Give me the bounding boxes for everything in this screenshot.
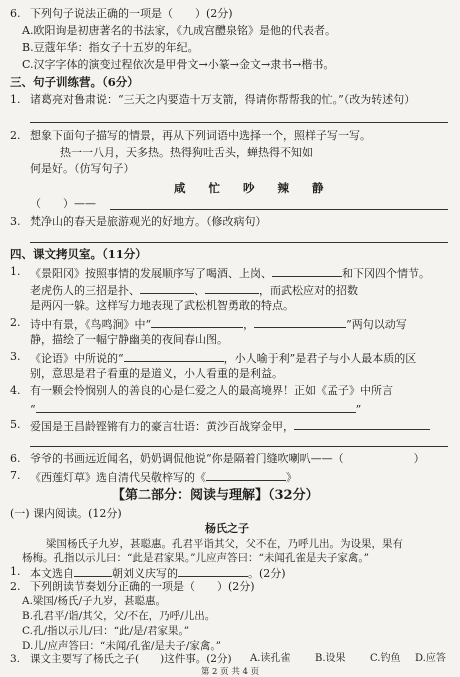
s4-q5-text: 爱国是王昌龄铿锵有力的豪言壮语：黄沙百战穿金甲，	[30, 420, 294, 433]
p2-q1-number: 1.	[10, 565, 21, 578]
s3-q2-text: 想象下面句子描写的情景，再从下列词语中选择一个，照样子写一写。	[30, 129, 371, 142]
blank-field[interactable]	[140, 282, 194, 294]
answer-line[interactable]	[30, 446, 448, 447]
s4-q7-text: 《西莲灯草》选自清代吴敬梓写的《	[30, 471, 206, 484]
book-mark-close: 》	[286, 471, 297, 484]
p2-q2-option-c: C.孔/指以示儿/曰：“此/是/君家果。”	[22, 625, 190, 637]
blank-field[interactable]	[36, 401, 356, 413]
word-choice: 静	[312, 181, 325, 195]
s4-q4-line2	[30, 401, 361, 417]
passage-line1: 梁国杨氏子九岁，甚聪惠。孔君平诣其父，父不在，乃呼儿出。为设果，果有	[46, 538, 403, 550]
s4-q6-text: 爷爷的书画远近闻名，奶奶调侃他说“你是隔着门缝吹喇叭——（	[30, 452, 344, 465]
part-2-title: 【第二部分：阅读与理解】（32分）	[112, 488, 319, 503]
p2-q1-text-mid: 朝刘义庆写的	[112, 567, 178, 580]
p2-q1-line	[30, 565, 286, 581]
s4-q2-line1	[30, 316, 407, 332]
q6-option-c: C.汉字字体的演变过程依次是甲骨文→小篆→金文→隶书→楷书。	[22, 58, 335, 71]
p2-q3-option: A.读孔雀	[250, 653, 291, 664]
section-3-title: 三、句子训练营。（6分）	[10, 75, 139, 89]
s4-q5-number: 5.	[10, 418, 21, 431]
answer-line[interactable]	[30, 122, 448, 123]
word-choices	[174, 180, 347, 196]
s4-q6-number: 6.	[10, 452, 21, 465]
word-choice: 辣	[277, 181, 290, 195]
p2-q3-option: D.应答	[415, 653, 446, 664]
s4-q4-number: 4.	[10, 384, 21, 397]
blank-field[interactable]	[206, 469, 286, 481]
s4-q2-number: 2.	[10, 316, 21, 329]
p2-q2-stem: 下列朗读节奏划分正确的一项是（ ）(2分)	[30, 580, 255, 593]
p2-q2-option-d: D.儿/应声答曰：“未闻/孔雀/是夫子/家禽。”	[22, 640, 222, 652]
q6-stem: 下列句子说法正确的一项是（ ）(2分)	[30, 7, 233, 20]
p2-q3-option: C.钓鱼	[370, 653, 401, 664]
p2-q3-text: 课文主要写了杨氏之子( )这件事。(2分)	[30, 653, 232, 665]
s4-q1-text: 老虎伤人的三招是扑、	[30, 284, 140, 297]
s4-q7-number: 7.	[10, 469, 21, 482]
p2-q1-text-tail: 。(2分)	[248, 567, 286, 580]
s4-q1-number: 1.	[10, 265, 21, 278]
s4-q1-line2	[30, 282, 358, 298]
s4-q1-text-tail: 和下冈四个情节。	[342, 267, 430, 280]
answer-line[interactable]	[110, 209, 448, 210]
s4-q2-line2: 静，描绘了一幅宁静幽美的夜间春山图。	[30, 333, 228, 346]
s4-q5-line1	[30, 418, 430, 434]
section-4-title: 四、课文拷贝室。（11分）	[10, 247, 147, 261]
word-choice: 咸	[174, 181, 187, 195]
blank-field[interactable]	[272, 265, 342, 277]
p2-q1-text: 本文选自	[30, 567, 74, 580]
s4-q1-line3: 是两闪一躲。这样写力地表现了武松机智勇敢的特点。	[30, 299, 294, 312]
part-2-subtitle: (一) 课内阅读。(12分)	[10, 507, 122, 520]
passage-title: 杨氏之子	[205, 522, 249, 535]
blank-field[interactable]	[151, 316, 243, 328]
p2-q2-option-b: B.孔君平/诣/其父，父/不在，乃呼/儿出。	[22, 610, 216, 622]
s4-q3-line1	[30, 350, 416, 366]
blank-field[interactable]	[294, 418, 430, 430]
s3-q2-example-line2: 何是好。（仿写句子）	[30, 162, 135, 175]
s4-q3-number: 3.	[10, 350, 21, 363]
s4-q7-line	[30, 469, 297, 485]
quote-open: “	[30, 403, 36, 416]
s4-q3-text: 《论语》中所说的“	[30, 352, 124, 365]
q6-option-a: A.欧阳询是初唐著名的书法家，《九成宫醴泉铭》是他的代表者。	[22, 24, 336, 37]
passage-line2: 杨梅。孔指以示儿曰：“此是君家果。”儿应声答曰：“未闻孔雀是夫子家禽。”	[22, 552, 369, 564]
blank-field[interactable]	[74, 565, 112, 577]
s4-q2-sep: ，	[243, 318, 255, 331]
s4-q3-text-tail: ，小人喻于利”是君子与小人最本质的区	[223, 352, 417, 365]
blank-field[interactable]	[124, 350, 224, 362]
s3-q2-example-line1: 热一一八月，天多热。热得狗吐舌头，蝉热得不知如	[60, 146, 313, 159]
s4-q6-line	[30, 452, 425, 466]
s3-q3-text: 梵净山的春天是旅游观光的好地方。（修改病句）	[30, 215, 267, 228]
bracket-close: ）	[413, 452, 425, 465]
q6-option-b: B.豆蔻年华：指女子十五岁的年纪。	[22, 41, 199, 54]
p2-q3-option: B.设果	[315, 653, 346, 664]
s3-q2-bracket: （ ）——	[30, 197, 96, 210]
s4-q1-line1	[30, 265, 430, 281]
s4-q1-text-tail: ，而武松应对的招数	[259, 284, 358, 297]
s4-q1-text: 《景阳冈》按照事情的发展顺序写了喝酒、上岗、	[30, 267, 272, 280]
page-footer: 第 2 页 共 4 页	[200, 667, 260, 677]
s3-q1-text: 诸葛亮对鲁肃说：“三天之内要造十万支箭，得请你帮帮我的忙。”（改为转述句）	[30, 93, 416, 106]
p2-q2-option-a: A.梁国/杨氏/子九岁，甚聪惠。	[22, 595, 166, 607]
word-choice: 忙	[208, 181, 221, 195]
s4-q3-line2: 别，意思是君子看重的是道义，小人看重的是利益。	[30, 367, 283, 380]
word-choice: 吵	[243, 181, 256, 195]
blank-field[interactable]	[254, 316, 346, 328]
s3-q3-number: 3.	[10, 215, 21, 228]
s4-q2-text: 诗中有景，《鸟鸣涧》中“	[30, 318, 152, 331]
p2-q2-number: 2.	[10, 580, 21, 593]
s4-q4-line1: 有一颗会怜悯别人的善良的心是仁爱之人的最高境界！正如《孟子》中所言	[30, 384, 393, 397]
s3-q1-number: 1.	[10, 93, 21, 106]
p2-q3-number: 3.	[10, 653, 21, 665]
quote-close: ”	[355, 403, 362, 416]
q6-number: 6.	[10, 7, 21, 20]
answer-line[interactable]	[30, 242, 448, 243]
s4-q2-text-tail: ”两句以动写	[346, 318, 407, 331]
s3-q2-number: 2.	[10, 129, 21, 142]
blank-field[interactable]	[205, 282, 259, 294]
blank-field[interactable]	[178, 565, 248, 577]
s4-q1-sep: 、	[194, 284, 205, 297]
